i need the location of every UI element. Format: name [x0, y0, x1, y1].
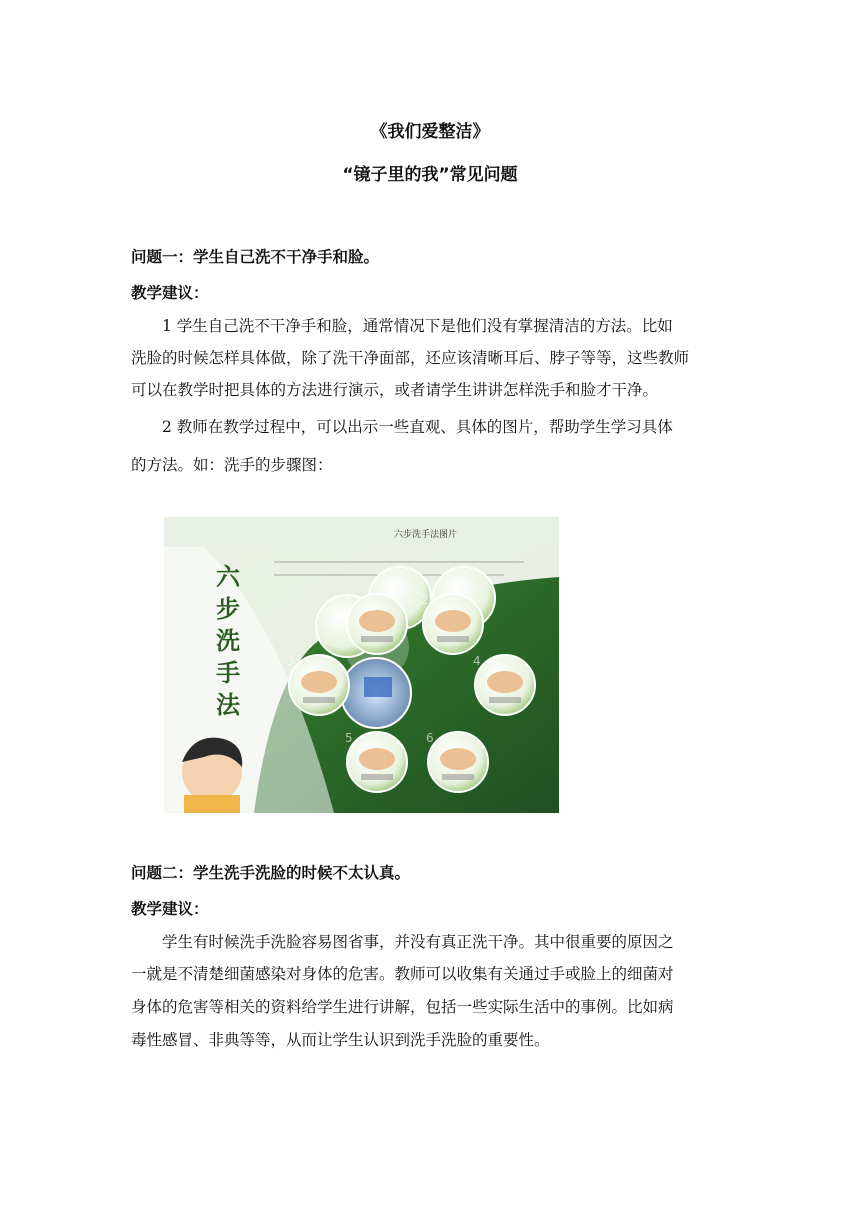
- figure-header-bar: [164, 517, 559, 547]
- hands-icon: [359, 610, 395, 632]
- hands-icon: [301, 671, 337, 693]
- advice-3-line-2: 一就是不清楚细菌感染对身体的危害。教师可以收集有关通过手或脸上的细菌对: [131, 965, 674, 983]
- advice-1-line-3: 可以在教学时把具体的方法进行演示，或者请学生讲讲怎样洗手和脸才干净。: [131, 381, 659, 399]
- step-number: 3: [287, 654, 295, 668]
- advice-2-line-2: 的方法。如：洗手的步骤图：: [131, 456, 333, 474]
- step-number: 2: [421, 593, 429, 607]
- svg-text:步: 步: [216, 595, 240, 623]
- svg-text:六: 六: [216, 563, 240, 591]
- advice-2-line-1: 2 教师在教学过程中，可以出示一些直观、具体的图片，帮助学生学习具体: [162, 418, 673, 436]
- advice-3-line-4: 毒性感冒、非典等等，从而让学生认识到洗手洗脸的重要性。: [131, 1031, 550, 1049]
- svg-text:手: 手: [216, 659, 240, 687]
- advice-1-line-2: 洗脸的时候怎样具体做，除了洗干净面部，还应该清晰耳后、脖子等等，这些教师: [131, 349, 690, 367]
- hands-icon: [487, 671, 523, 693]
- question-two-heading: 问题二：学生洗手洗脸的时候不太认真。: [131, 864, 411, 882]
- document-subtitle: “镜子里的我”常见问题: [342, 165, 518, 185]
- advice-1-line-1: 1 学生自己洗不干净手和脸，通常情况下是他们没有掌握清洁的方法。比如: [162, 317, 673, 335]
- cartoon-child-icon: [182, 738, 242, 813]
- document-title: 《我们爱整洁》: [370, 122, 490, 142]
- step-number: 5: [345, 731, 353, 745]
- hands-icon: [359, 748, 395, 770]
- advice-label-2: 教学建议：: [131, 900, 209, 918]
- handwashing-steps-photo: [164, 517, 559, 813]
- step-number: 1: [345, 593, 353, 607]
- svg-text:法: 法: [216, 691, 240, 719]
- figure-header-text: 六步洗手法图片: [394, 530, 458, 540]
- advice-label-1: 教学建议：: [131, 284, 209, 302]
- advice-3-line-3: 身体的危害等相关的资料给学生进行讲解，包括一些实际生活中的事例。比如病: [131, 998, 674, 1016]
- step-number: 6: [426, 731, 434, 745]
- question-one-heading: 问题一：学生自己洗不干净手和脸。: [131, 248, 380, 266]
- hands-icon: [435, 610, 471, 632]
- svg-text:洗: 洗: [216, 627, 240, 655]
- step-number: 4: [473, 654, 481, 668]
- advice-3-line-1: 学生有时候洗手洗脸容易图省事，并没有真正洗干净。其中很重要的原因之: [162, 933, 674, 951]
- figure-vertical-title: [216, 563, 241, 719]
- hands-icon: [440, 748, 476, 770]
